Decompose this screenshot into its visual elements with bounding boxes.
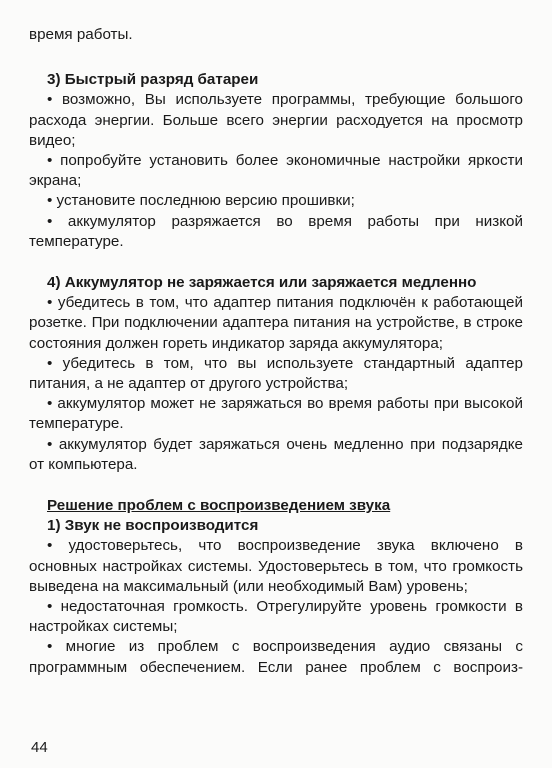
list-item: • удостоверьтесь, что воспроизведение звука включено в основных настройках системы. Удостоверьтесь в том, что громкость выведена на максимальный (или необходимый Вам) уровень;: [29, 537, 523, 595]
list-item: • аккумулятор разряжается во время работы при низкой температуре.: [29, 212, 523, 250]
list-item: • попробуйте установить более экономичные настройки яркости экрана;: [29, 152, 523, 190]
manual-page: [29, 25, 523, 678]
continued-text: время работы.: [29, 26, 133, 43]
list-item: • недостаточная громкость. Отрегулируйте уровень громкости в настройках системы;: [29, 598, 523, 636]
list-item: • убедитесь в том, что вы используете стандартный адаптер питания, а не адаптер от другого устройства;: [29, 354, 523, 393]
list-item: • возможно, Вы используете программы, требующие большого расхода энергии. Больше всего энергии расходуется на просмотр видео;: [29, 91, 523, 149]
list-item: • аккумулятор будет заряжаться очень медленно при подзарядке от компьютера.: [29, 435, 523, 473]
subheading-no-sound: 1) Звук не воспроизводится: [47, 517, 259, 535]
section-title-sound-problems: Решение проблем с воспроизведением звука: [47, 497, 391, 515]
list-item: • убедитесь в том, что адаптер питания подключён к работающей розетке. При подключении адаптера питания на устройстве, в строке состояния должен гореть индикатор заряда аккумулятора;: [29, 294, 523, 352]
list-item: • установите последнюю версию прошивки;: [47, 192, 355, 210]
section-heading-fast-discharge: 3) Быстрый разряд батареи: [47, 71, 259, 89]
list-item: • многие из проблем с воспроизведения аудио связаны с программным обеспечением. Если ранее проблем с воспроиз-: [29, 638, 523, 676]
list-item: • аккумулятор может не заряжаться во время работы при высокой температуре.: [29, 395, 523, 433]
section-heading-not-charging: 4) Аккумулятор не заряжается или заряжается медленно: [47, 274, 477, 292]
page-number: 44: [31, 739, 48, 756]
